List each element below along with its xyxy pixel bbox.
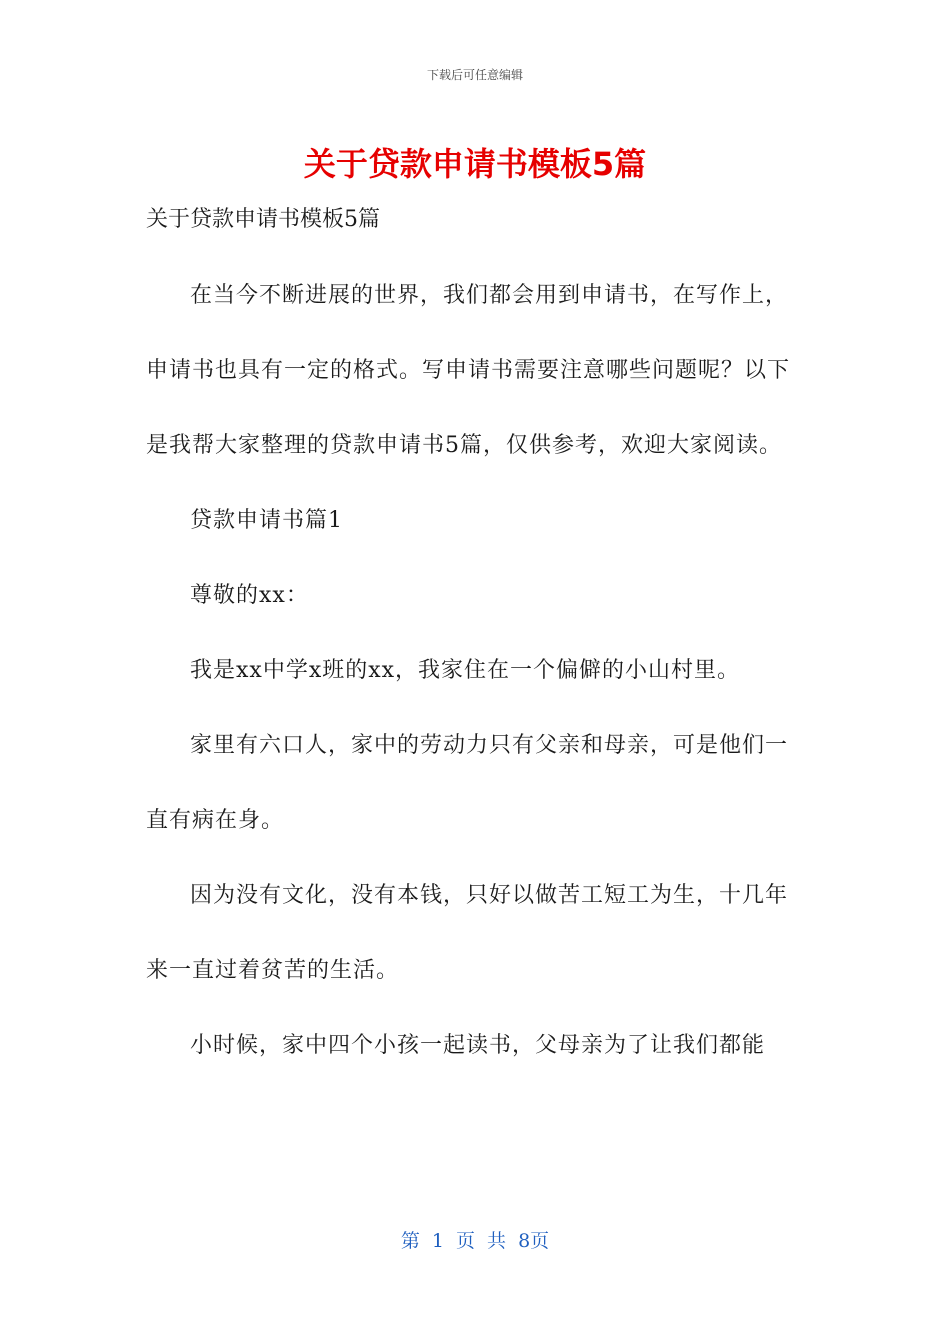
document-title: 关于贷款申请书模板5篇 bbox=[303, 145, 647, 183]
document-body bbox=[146, 200, 806, 1083]
document-subtitle: 关于贷款申请书模板5篇 bbox=[146, 207, 380, 232]
spacer bbox=[146, 240, 806, 258]
paragraph: 家里有六口人，家中的劳动力只有父亲和母亲，可是他们一直有病在身。 bbox=[146, 733, 789, 833]
paragraph: 因为没有文化，没有本钱，只好以做苦工短工为生，十几年来一直过着贫苦的生活。 bbox=[146, 883, 789, 983]
paragraph: 我是xx中学x班的xx，我家住在一个偏僻的小山村里。 bbox=[190, 658, 741, 683]
paragraph: 小时候，家中四个小孩一起读书，父母亲为了让我们都能 bbox=[190, 1033, 766, 1058]
paragraph-intro: 在当今不断进展的世界，我们都会用到申请书，在写作上，申请书也具有一定的格式。写申请书需要注意哪些问题呢？以下是我帮大家整理的贷款申请书5篇，仅供参考，欢迎大家阅读。 bbox=[146, 283, 791, 458]
paragraph-salutation: 尊敬的xx： bbox=[190, 583, 309, 608]
section-heading: 贷款申请书篇1 bbox=[190, 508, 343, 533]
page-indicator: 第 1 页 共 8页 bbox=[400, 1230, 550, 1252]
header-note: 下载后可任意编辑 bbox=[426, 68, 523, 82]
